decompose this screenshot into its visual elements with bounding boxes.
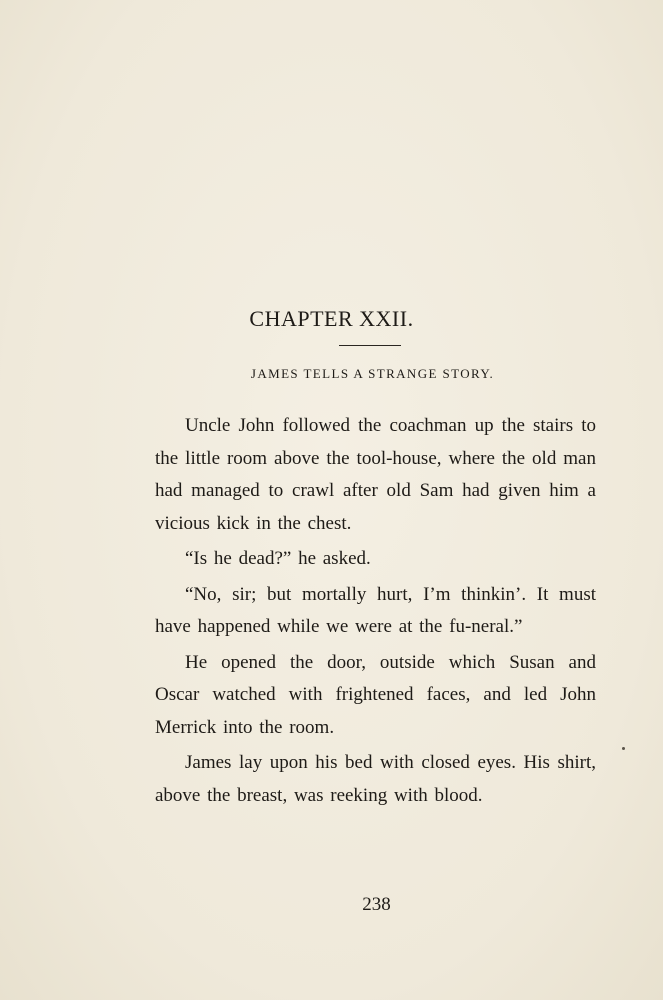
chapter-subtitle: JAMES TELLS A STRANGE STORY. xyxy=(250,366,495,381)
paragraph: He opened the door, outside which Susan and Oscar watched with frightened faces, and led John Merrick into the room. xyxy=(155,651,596,738)
page-number: 238 xyxy=(362,894,391,915)
paragraph: Uncle John followed the coachman up the stairs to the little room above the tool-house, where the old man had managed to crawl after old Sam had given him a vicious kick in the chest. xyxy=(155,415,596,534)
chapter-divider xyxy=(339,345,401,346)
chapter-title: CHAPTER XXII. xyxy=(249,306,414,331)
paper-speck xyxy=(622,747,625,750)
paragraph: “Is he dead?” he asked. xyxy=(185,548,371,569)
paragraph: “No, sir; but mortally hurt, I’m thinkin’. It must have happened while we were at the fu-neral.” xyxy=(155,583,596,637)
paragraph: James lay upon his bed with closed eyes. His shirt, above the breast, was reeking with blood. xyxy=(155,752,596,806)
body-text xyxy=(155,410,596,815)
